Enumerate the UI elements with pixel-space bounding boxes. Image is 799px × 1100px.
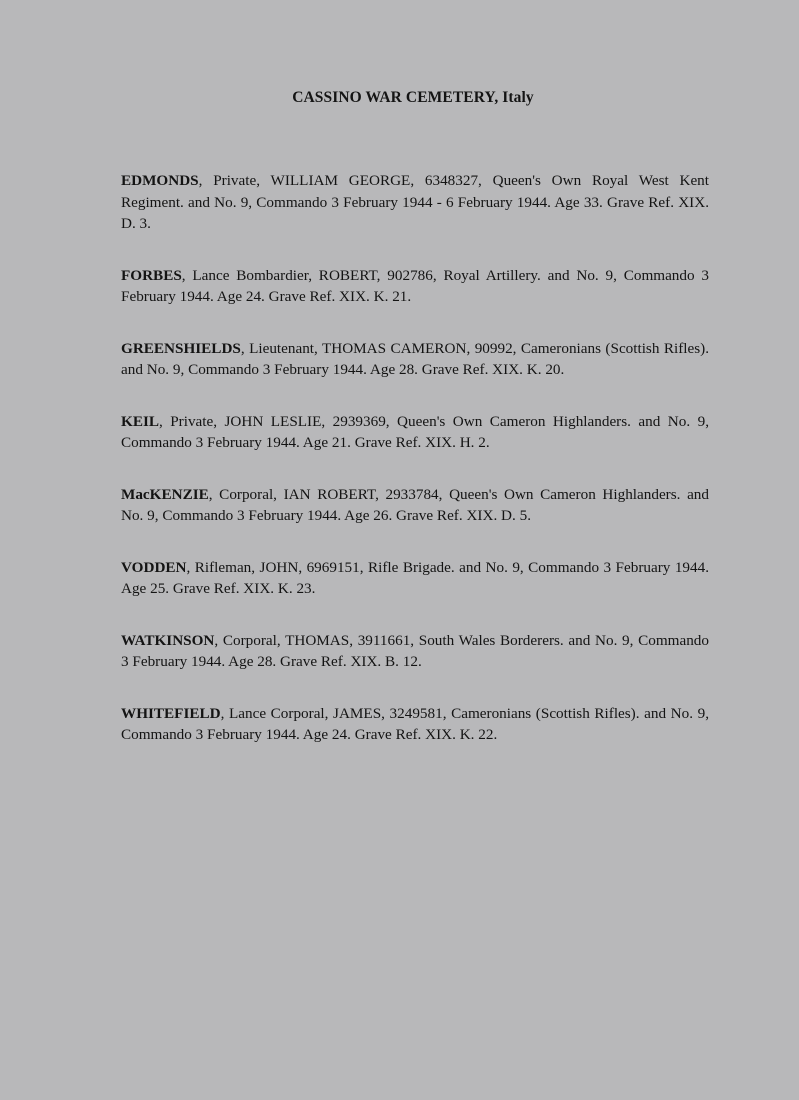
casualty-surname: FORBES	[121, 266, 182, 284]
casualty-details: , Lieutenant, THOMAS CAMERON, 90992, Cameronians (Scottish Rifles). and No. 9, Commando 3 February 1944. Age 28. Grave Ref. XIX. K. 20.	[121, 339, 709, 378]
casualty-details: , Rifleman, JOHN, 6969151, Rifle Brigade. and No. 9, Commando 3 February 1944. Age 25. Grave Ref. XIX. K. 23.	[121, 558, 709, 597]
casualty-surname: EDMONDS	[121, 172, 199, 189]
casualty-surname: KEIL	[121, 412, 159, 430]
casualty-surname: WHITEFIELD	[121, 704, 221, 722]
casualty-entry	[121, 557, 709, 600]
casualty-entry	[121, 630, 709, 673]
casualty-surname: WATKINSON	[121, 631, 215, 649]
page-title: CASSINO WAR CEMETERY, Italy	[292, 89, 534, 106]
casualty-details: , Lance Bombardier, ROBERT, 902786, Royal Artillery. and No. 9, Commando 3 February 1944. Age 24. Grave Ref. XIX. K. 21.	[121, 266, 709, 305]
casualty-entry	[121, 484, 709, 527]
casualty-surname: MacKENZIE	[121, 485, 209, 503]
casualty-entry	[121, 338, 709, 381]
casualty-entry	[121, 411, 709, 454]
casualty-entry	[121, 703, 709, 746]
casualty-details: , Private, JOHN LESLIE, 2939369, Queen's Own Cameron Highlanders. and No. 9, Commando 3 February 1944. Age 21. Grave Ref. XIX. H. 2.	[121, 412, 709, 451]
casualty-entry	[121, 170, 709, 235]
casualty-list	[121, 170, 709, 776]
casualty-surname: VODDEN	[121, 558, 187, 576]
casualty-details: , Corporal, THOMAS, 3911661, South Wales Borderers. and No. 9, Commando 3 February 1944. Age 28. Grave Ref. XIX. B. 12.	[121, 631, 709, 670]
casualty-details: , Private, WILLIAM GEORGE, 6348327, Queen's Own Royal West Kent Regiment. and No. 9, Commando 3 February 1944 - 6 February 1944. Age 33. Grave Ref. XIX. D. 3.	[121, 172, 709, 232]
casualty-details: , Lance Corporal, JAMES, 3249581, Cameronians (Scottish Rifles). and No. 9, Commando 3 February 1944. Age 24. Grave Ref. XIX. K. 22.	[121, 704, 709, 743]
casualty-details: , Corporal, IAN ROBERT, 2933784, Queen's Own Cameron Highlanders. and No. 9, Commando 3 February 1944. Age 26. Grave Ref. XIX. D. 5.	[121, 485, 709, 524]
casualty-surname: GREENSHIELDS	[121, 339, 241, 357]
casualty-entry	[121, 265, 709, 308]
